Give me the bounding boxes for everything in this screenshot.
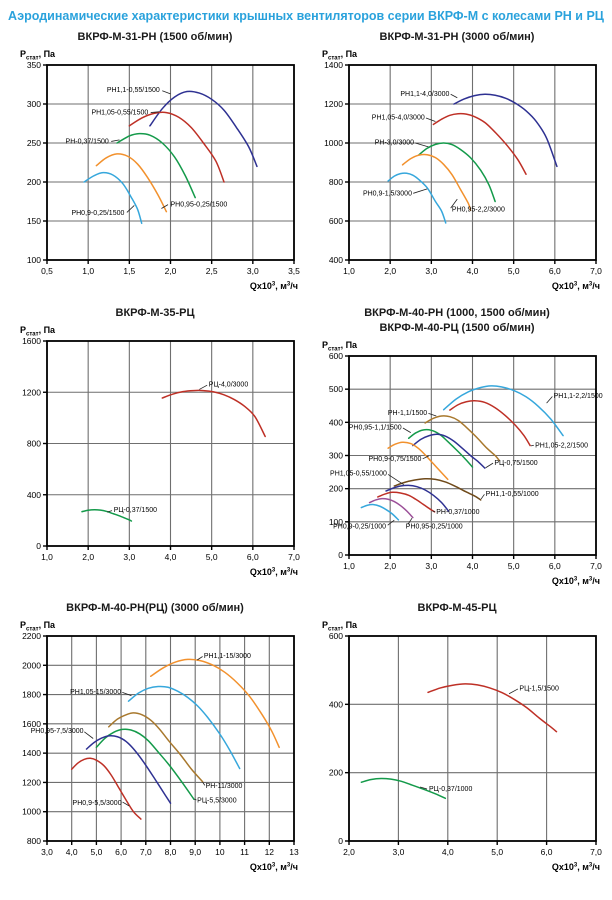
chart-vkrf-m-31-rn-1500 (7, 45, 303, 293)
x-tick-label: 2,0 (384, 266, 397, 276)
x-tick-label: 6,0 (548, 561, 561, 571)
x-tick-label: 7,0 (139, 847, 152, 857)
curve-label: РН0,9-5,5/3000 (72, 799, 122, 807)
curve-label-leader (388, 520, 395, 525)
y-tick-label: 1000 (324, 138, 343, 148)
x-tick-label: 6,0 (115, 847, 128, 857)
x-tick-label: 6,0 (540, 847, 553, 857)
curve-label: РН1,1-0,55/1500 (106, 86, 160, 94)
curve-label-leader (197, 657, 202, 661)
y-axis-title: $Р_{стат}$, Па (322, 49, 358, 62)
x-tick-label: 3,0 (425, 266, 438, 276)
x-axis-title: $Qx10^3$, $м^3/ч$ (249, 567, 298, 577)
x-tick-label: 4,0 (441, 847, 454, 857)
y-tick-label: 200 (328, 767, 343, 778)
x-tick-label: 5,0 (491, 847, 504, 857)
curve-label-leader (426, 118, 435, 122)
curve-label: РН0,9-0,75/1500 (368, 456, 422, 464)
x-axis-title: $Qx10^3$, $м^3/ч$ (551, 281, 600, 291)
chart-vkrf-m-40-rn-rc-3000 (7, 616, 303, 874)
curve-label-leader (413, 189, 427, 193)
x-tick-label: 4,0 (466, 561, 479, 571)
y-tick-label: 0 (338, 836, 343, 846)
x-axis-title: $Qx10^3$, $м^3/ч$ (551, 576, 600, 586)
y-axis-title: $Р_{стат}$, Па (20, 620, 56, 633)
x-tick-label: 11 (240, 847, 250, 857)
chart-vkrf-m-40-rn-rc (309, 336, 605, 588)
y-tick-label: 1600 (22, 336, 41, 346)
x-tick-label: 5,0 (507, 266, 520, 276)
y-tick-label: 400 (328, 255, 343, 265)
y-tick-label: 1200 (22, 777, 41, 788)
x-axis-title: $Qx10^3$, $м^3/ч$ (249, 862, 298, 872)
x-tick-label: 8,0 (164, 847, 177, 857)
curve-label-leader (486, 463, 493, 468)
chart-title: ВКРФ-М-40-РН (1000, 1500 об/мин) (364, 307, 550, 319)
curve-РН0,9-5,5/3000 (72, 758, 141, 819)
chart-title-line2: ВКРФ-М-40-РЦ (1500 об/мин) (379, 322, 535, 334)
curve-label: РН-3,0/3000 (374, 139, 415, 147)
curve-label-leader (403, 428, 411, 433)
chart-panel-vkrf-m-31-rn-3000 (306, 30, 608, 293)
x-axis-title: $Qx10^3$, $м^3/ч$ (551, 862, 600, 872)
y-tick-label: 1200 (22, 387, 41, 398)
curve-label-leader (84, 732, 93, 739)
x-tick-label: 3,0 (392, 847, 405, 857)
curve-label: РН1,05-0,55/1500 (91, 109, 149, 117)
curve-РН0,9-1,5/3000 (388, 173, 446, 223)
x-tick-label: 2,5 (205, 266, 218, 276)
y-tick-label: 1600 (22, 718, 41, 729)
x-tick-label: 1,0 (343, 561, 355, 571)
y-tick-label: 100 (26, 255, 41, 265)
chart-panel-vkrf-m-31-rn-1500 (4, 30, 306, 293)
curve-label: РН-0,37/1000 (436, 508, 480, 516)
curve-label-leader (531, 445, 534, 446)
y-tick-label: 1800 (22, 689, 41, 700)
curve-label: РН-0,37/1500 (65, 138, 109, 146)
y-tick-label: 2200 (22, 631, 41, 641)
x-tick-label: 10 (215, 847, 225, 857)
curve-label: РН0,95-2,2/3000 (451, 206, 505, 214)
curve-РН0,9-0,25/1000 (361, 505, 398, 520)
curve-label: РЦ-0,75/1500 (494, 460, 538, 468)
y-tick-label: 400 (328, 699, 343, 710)
x-tick-label: 3,0 (123, 552, 136, 562)
x-tick-label: 2,0 (164, 266, 177, 276)
x-tick-label: 3,0 (246, 266, 259, 276)
curve-label: РН1,1-4,0/3000 (400, 90, 450, 98)
curve-label: РН0,9-0,25/1000 (333, 523, 387, 531)
curve-РН1,1-0,55/1500 (150, 91, 257, 166)
y-tick-label: 200 (328, 483, 343, 494)
curve-РН0,95-0,25/1500 (96, 154, 166, 212)
y-tick-label: 1000 (22, 806, 41, 817)
x-tick-label: 13 (289, 847, 299, 857)
curve-label: РЦ-1,5/1500 (519, 685, 559, 693)
chart-title: ВКРФ-М-45-РЦ (417, 602, 497, 614)
y-tick-label: 300 (328, 450, 343, 461)
curve-label-leader (547, 396, 553, 403)
curve-label: РН-1,1/1500 (387, 410, 428, 418)
curve-label: РН1,05-0,55/1000 (330, 470, 387, 478)
chart-title: ВКРФ-М-31-РН (3000 об/мин) (379, 31, 535, 43)
x-tick-label: 9,0 (189, 847, 202, 857)
chart-title: ВКРФ-М-40-РН(РЦ) (3000 об/мин) (66, 602, 244, 614)
chart-title: ВКРФ-М-31-РН (1500 об/мин) (77, 31, 233, 43)
y-tick-label: 0 (338, 550, 343, 560)
curve-РН1,1-4,0/3000 (454, 94, 557, 166)
y-tick-label: 150 (26, 216, 41, 226)
x-tick-label: 1,0 (41, 552, 53, 562)
y-tick-label: 200 (26, 177, 41, 187)
y-tick-label: 800 (26, 438, 41, 449)
curve-label: РН0,9-0,25/1500 (71, 210, 125, 218)
y-tick-label: 1200 (324, 99, 343, 109)
x-tick-label: 6,0 (246, 552, 259, 562)
curve-РН0,95-7,5/3000 (87, 736, 171, 803)
charts-grid (0, 30, 612, 874)
y-tick-label: 600 (328, 216, 343, 226)
curve-label-leader (127, 205, 134, 212)
x-tick-label: 2,0 (384, 561, 397, 571)
curve-РН1,1-2,2/1500 (444, 386, 563, 436)
chart-panel-vkrf-m-45-rc (306, 601, 608, 874)
plot-border (349, 636, 596, 841)
curve-label: РЦ-5,5/3000 (197, 797, 237, 805)
y-tick-label: 250 (26, 138, 41, 148)
curve-label: РН0,9-1,5/3000 (362, 190, 412, 198)
x-tick-label: 1,0 (343, 266, 355, 276)
y-axis-title: $Р_{стат}$, Па (20, 49, 56, 62)
y-axis-title: $Р_{стат}$, Па (20, 325, 56, 338)
curve-label: РН0,95-7,5/3000 (30, 728, 84, 736)
chart-panel-vkrf-m-35-rc (4, 306, 306, 588)
curve-label: РН1,1-2,2/1500 (553, 392, 603, 400)
x-tick-label: 12 (264, 847, 275, 857)
x-tick-label: 4,0 (164, 552, 177, 562)
x-axis-title: $Qx10^3$, $м^3/ч$ (249, 281, 298, 291)
curve-label: РН1,1-15/3000 (203, 652, 251, 660)
x-tick-label: 2,0 (82, 552, 95, 562)
chart-title: ВКРФ-М-35-РЦ (115, 307, 195, 319)
curve-label-leader (415, 143, 428, 147)
x-tick-label: 4,0 (65, 847, 78, 857)
y-axis-title: $Р_{стат}$, Па (322, 340, 358, 353)
x-tick-label: 3,0 (41, 847, 53, 857)
x-tick-label: 7,0 (590, 561, 602, 571)
curve-label-leader (111, 140, 119, 142)
curve-РЦ-0,75/1500 (413, 434, 485, 468)
y-tick-label: 800 (26, 836, 41, 846)
chart-panel-vkrf-m-40-rn-rc-3000 (4, 601, 306, 874)
x-tick-label: 0,5 (41, 266, 53, 276)
curve-label: РН1,05-2,2/1500 (535, 442, 589, 450)
y-tick-label: 350 (26, 60, 41, 70)
x-tick-label: 7,0 (288, 552, 300, 562)
y-tick-label: 1400 (324, 60, 343, 70)
curve-РН1,05-15/3000 (129, 686, 240, 768)
x-tick-label: 7,0 (590, 266, 602, 276)
curve-РН1,1-0,55/1000 (394, 479, 480, 500)
x-tick-label: 7,0 (590, 847, 602, 857)
curve-label-leader (199, 385, 207, 389)
x-tick-label: 1,0 (82, 266, 95, 276)
x-tick-label: 4,0 (466, 266, 479, 276)
x-tick-label: 3,0 (425, 561, 438, 571)
curve-РН0,95-0,25/1000 (370, 499, 413, 518)
curve-label: РН1,05-4,0/3000 (371, 114, 425, 122)
curve-label: РЦ-0,37/1000 (429, 786, 473, 794)
curve-label-leader (481, 494, 484, 499)
page-title: Аэродинамические характеристики крышных вентиляторов серии ВКРФ-М с колесами РН и РЦ (8, 9, 604, 23)
chart-vkrf-m-45-rc (309, 616, 605, 874)
chart-panel-vkrf-m-40-rn-rc (306, 306, 608, 588)
curve-label-leader (509, 689, 518, 694)
curve-label: РН1,05-15/3000 (70, 688, 122, 696)
curve-РН-11/3000 (109, 713, 203, 782)
y-axis-title: $Р_{стат}$, Па (322, 620, 358, 633)
x-tick-label: 5,0 (90, 847, 103, 857)
curve-label: РН0,95-1,1/1500 (348, 424, 402, 432)
curve-label: РН0,95-0,25/1500 (170, 201, 228, 209)
y-tick-label: 2000 (22, 660, 41, 671)
y-tick-label: 0 (36, 541, 41, 551)
y-tick-label: 400 (26, 489, 41, 500)
y-tick-label: 400 (328, 417, 343, 428)
x-tick-label: 1,5 (123, 266, 136, 276)
y-tick-label: 100 (328, 516, 343, 527)
curve-label: РН-11/3000 (205, 783, 243, 791)
chart-vkrf-m-31-rn-3000 (309, 45, 605, 293)
x-tick-label: 3,5 (288, 266, 300, 276)
curve-label-leader (162, 91, 170, 94)
y-tick-label: 1400 (22, 748, 41, 759)
x-tick-label: 5,0 (205, 552, 218, 562)
curve-label: РН1,1-0,55/1000 (485, 490, 539, 498)
chart-vkrf-m-35-rc (7, 321, 303, 579)
y-tick-label: 600 (328, 631, 343, 641)
y-tick-label: 800 (328, 177, 343, 187)
curve-label: РЦ-0,37/1500 (113, 507, 158, 515)
x-tick-label: 6,0 (548, 266, 561, 276)
curve-РЦ-4,0/3000 (162, 390, 265, 436)
y-tick-label: 600 (328, 351, 343, 361)
curve-label-leader (451, 94, 458, 98)
y-tick-label: 500 (328, 384, 343, 395)
curve-label-leader (428, 413, 436, 416)
y-tick-label: 300 (26, 99, 41, 109)
x-tick-label: 5,0 (507, 561, 520, 571)
curve-label: РН0,95-0,25/1000 (405, 523, 463, 531)
curve-label: РЦ-4,0/3000 (208, 381, 249, 389)
x-tick-label: 2,0 (343, 847, 355, 857)
